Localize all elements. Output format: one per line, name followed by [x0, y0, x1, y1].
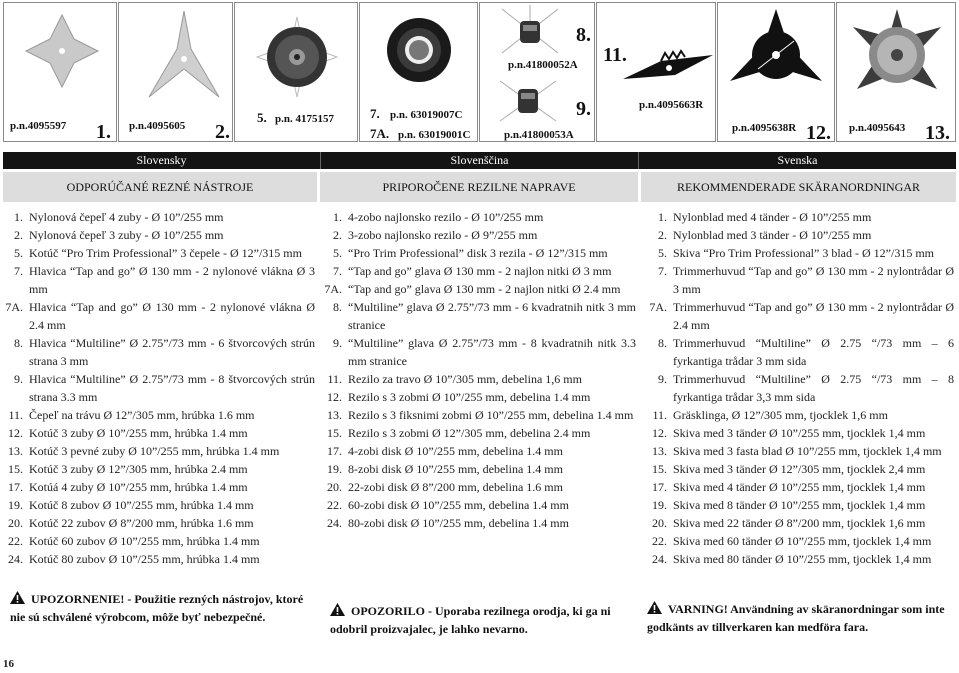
- item-text: Kotúč 3 zuby Ø 12”/305 mm, hrúbka 2.4 mm: [29, 462, 248, 476]
- item-text: Hlavica “Tap and go” Ø 130 mm - 2 nylonové vlákna Ø 2.4 mm: [29, 300, 315, 332]
- item-number: 7.: [14, 264, 23, 278]
- item-number: 24.: [8, 552, 23, 566]
- list-item: [320, 460, 638, 478]
- list-item: [3, 334, 317, 370]
- warning-slovak: [10, 590, 315, 626]
- part-number: p.n. 63019001C: [398, 129, 471, 141]
- item-text: Skiva med 60 tänder Ø 10”/255 mm, tjocklek 1,4 mm: [673, 534, 932, 548]
- list-item: [3, 208, 317, 226]
- item-text: Trimmerhuvud “Multiline” Ø 2.75 “/73 mm – 6 fyrkantiga trådar 3 mm sida: [673, 336, 954, 368]
- list-item: [320, 298, 638, 334]
- language-swedish: Svenska: [777, 153, 818, 167]
- item-text: 4-zobo najlonsko rezilo - Ø 10”/255 mm: [348, 210, 544, 224]
- part-number: p.n.4095663R: [639, 99, 704, 111]
- item-number: 7.: [370, 106, 380, 121]
- list-item: [641, 424, 956, 442]
- item-text: Kotúč 3 zuby Ø 10”/255 mm, hrúbka 1.4 mm: [29, 426, 248, 440]
- list-item: [641, 208, 956, 226]
- warning-text: VARNING! Användning av skäranordningar som inte godkänts av tillverkaren kan medföra fara.: [647, 602, 945, 634]
- item-text: Trimmerhuvud “Multiline” Ø 2.75 “/73 mm – 8 fyrkantiga trådar 3,3 mm sida: [673, 372, 954, 404]
- item-number: 13.: [652, 444, 667, 458]
- item-number: 9.: [14, 372, 23, 386]
- item-text: Rezilo za travo Ø 10”/305 mm, debelina 1,6 mm: [348, 372, 582, 386]
- list-item: [641, 370, 956, 406]
- item-text: Kotúč 80 zubov Ø 10”/255 mm, hrúbka 1.4 mm: [29, 552, 260, 566]
- item-number: 12.: [327, 390, 342, 404]
- part-number: p.n.41800052A: [508, 59, 578, 71]
- list-item: [3, 550, 317, 568]
- item-number: 13.: [8, 444, 23, 458]
- column-swedish: [641, 172, 956, 642]
- list-item: [641, 226, 956, 244]
- list-item: [3, 262, 317, 298]
- list-item: [320, 226, 638, 244]
- item-number: 11.: [603, 44, 627, 66]
- item-text: 22-zobi disk Ø 8”/200 mm, debelina 1.6 mm: [348, 480, 563, 494]
- item-number: 19.: [652, 498, 667, 512]
- product-11: [596, 2, 716, 142]
- item-number: 22.: [8, 534, 23, 548]
- column-title: REKOMMENDERADE SKÄRANORDNINGAR: [641, 172, 956, 202]
- item-text: “Multiline” glava Ø 2.75”/73 mm - 6 kvadratnih nitk 3 mm stranice: [348, 300, 636, 332]
- item-number: 13.: [327, 408, 342, 422]
- item-text: Skiva med 3 fasta blad Ø 10”/255 mm, tjocklek 1,4 mm: [673, 444, 942, 458]
- item-text: Skiva med 8 tänder Ø 10”/255 mm, tjocklek 1,4 mm: [673, 498, 926, 512]
- item-number: 20.: [327, 480, 342, 494]
- item-text: “Tap and go” glava Ø 130 mm - 2 najlon nitki Ø 2.4 mm: [348, 282, 621, 296]
- list-item: [641, 460, 956, 478]
- language-slovenian: Slovenščina: [321, 152, 639, 169]
- list-item: [3, 424, 317, 442]
- list-item: [3, 514, 317, 532]
- item-text: Skiva med 22 tänder Ø 8”/200 mm, tjocklek 1,6 mm: [673, 516, 926, 530]
- item-text: Nylonová čepeľ 3 zuby - Ø 10”/255 mm: [29, 228, 224, 242]
- item-number: 13.: [925, 122, 950, 142]
- item-text: Kotúč 3 pevné zuby Ø 10”/255 mm, hrúbka 1.4 mm: [29, 444, 280, 458]
- product-13: [836, 2, 956, 142]
- tap-and-go-head-image: [384, 15, 454, 85]
- item-number: 15.: [8, 462, 23, 476]
- item-text: Čepeľ na trávu Ø 12”/305 mm, hrúbka 1.6 mm: [29, 408, 255, 422]
- pro-trim-disk-image: [255, 15, 339, 99]
- list-item: [641, 298, 956, 334]
- part-number: p.n.41800053A: [504, 129, 574, 141]
- multiline-head-8-image: [500, 5, 560, 57]
- item-number: 8.: [658, 336, 667, 350]
- column-title: ODPORÚČANÉ REZNÉ NÁSTROJE: [3, 172, 317, 202]
- item-number: 24.: [327, 516, 342, 530]
- product-5: [234, 2, 358, 142]
- multiline-head-9-image: [498, 75, 558, 127]
- item-number: 15.: [327, 426, 342, 440]
- list-item: [3, 226, 317, 244]
- list-item: [320, 280, 638, 298]
- three-tooth-disk-image: [728, 7, 824, 103]
- warning-swedish: [647, 600, 952, 636]
- item-number: 24.: [652, 552, 667, 566]
- item-number: 9.: [658, 372, 667, 386]
- item-number: 9.: [576, 98, 591, 120]
- part-number: p.n.4095643: [849, 122, 906, 134]
- list-item: [641, 406, 956, 424]
- product-image-row: [3, 2, 956, 142]
- item-text: Trimmerhuvud “Tap and go” Ø 130 mm - 2 nylontrådar Ø 2.4 mm: [673, 300, 954, 332]
- item-number: 11.: [652, 408, 667, 422]
- language-slovak: Slovensky: [3, 152, 321, 169]
- list-item: [641, 550, 956, 568]
- item-text: Skiva “Pro Trim Professional” 3 blad - Ø 12”/315 mm: [673, 246, 934, 260]
- list-item: [3, 244, 317, 262]
- list-item: [3, 370, 317, 406]
- part-number: p.n.4095597: [10, 120, 67, 132]
- list-item: [320, 514, 638, 532]
- item-number: 17.: [8, 480, 23, 494]
- item-number: 1.: [333, 210, 342, 224]
- list-item: [320, 262, 638, 280]
- item-number: 22.: [327, 498, 342, 512]
- item-number: 1.: [96, 121, 111, 142]
- item-number: 17.: [652, 480, 667, 494]
- item-number: 7A.: [370, 126, 390, 141]
- item-text: 8-zobi disk Ø 10”/255 mm, debelina 1.4 mm: [348, 462, 563, 476]
- item-text: Kotúč 60 zubov Ø 10”/255 mm, hrúbka 1.4 mm: [29, 534, 260, 548]
- item-number: 20.: [8, 516, 23, 530]
- list-item: [641, 496, 956, 514]
- item-number: 2.: [333, 228, 342, 242]
- list-item: [641, 478, 956, 496]
- list-item: [3, 460, 317, 478]
- page-number: 16: [3, 658, 14, 670]
- list-item: [641, 532, 956, 550]
- item-text: Rezilo s 3 fiksnimi zobmi Ø 10”/255 mm, debelina 1.4 mm: [348, 408, 634, 422]
- warning-slovenian: [330, 602, 635, 638]
- item-number: 19.: [8, 498, 23, 512]
- item-number: 11.: [327, 372, 342, 386]
- item-text: “Tap and go” glava Ø 130 mm - 2 najlon nitki Ø 3 mm: [348, 264, 612, 278]
- item-number: 2.: [215, 121, 230, 142]
- product-1: [3, 2, 117, 142]
- part-number: p.n.4095638R: [732, 122, 797, 134]
- item-text: Kotúč “Pro Trim Professional” 3 čepele - Ø 12”/315 mm: [29, 246, 302, 260]
- list-item: [320, 424, 638, 442]
- item-number: 7A.: [324, 282, 342, 296]
- list-item: [3, 496, 317, 514]
- part-number: p.n. 4175157: [275, 113, 334, 125]
- item-number: 7A.: [5, 300, 23, 314]
- product-12: [717, 2, 835, 142]
- column-title: PRIPOROČENE REZILNE NAPRAVE: [320, 172, 638, 202]
- warning-icon: [647, 601, 662, 614]
- item-text: 3-zobo najlonsko rezilo - Ø 9”/255 mm: [348, 228, 538, 242]
- item-text: “Pro Trim Professional” disk 3 rezila - Ø 12”/315 mm: [348, 246, 608, 260]
- part-number: p.n.4095605: [129, 120, 186, 132]
- item-text: Skiva med 3 tänder Ø 12”/305 mm, tjocklek 2,4 mm: [673, 462, 926, 476]
- item-text: Hlavica “Multiline” Ø 2.75”/73 mm - 8 štvorcových strún strana 3.3 mm: [29, 372, 315, 404]
- item-number: 2.: [14, 228, 23, 242]
- item-text: Rezilo s 3 zobmi Ø 10”/255 mm, debelina 1.4 mm: [348, 390, 591, 404]
- list-item: [320, 406, 638, 424]
- list-item: [320, 334, 638, 370]
- item-number: 8.: [576, 24, 591, 46]
- item-number: 19.: [327, 462, 342, 476]
- item-number: 20.: [652, 516, 667, 530]
- item-text: Hlavica “Tap and go” Ø 130 mm - 2 nylonové vlákna Ø 3 mm: [29, 264, 315, 296]
- list-item: [320, 208, 638, 226]
- item-number: 8.: [14, 336, 23, 350]
- item-number: 1.: [658, 210, 667, 224]
- item-number: 15.: [652, 462, 667, 476]
- list-item: [3, 298, 317, 334]
- list-item: [320, 370, 638, 388]
- item-number: 7A.: [649, 300, 667, 314]
- list-item: [641, 514, 956, 532]
- item-text: Kotúč 8 zubov Ø 10”/255 mm, hrúbka 1.4 mm: [29, 498, 254, 512]
- list-item: [3, 478, 317, 496]
- item-number: 11.: [8, 408, 23, 422]
- product-2: [118, 2, 233, 142]
- item-text: Hlavica “Multiline” Ø 2.75”/73 mm - 6 štvorcových strún strana 3 mm: [29, 336, 315, 368]
- product-8-9: [479, 2, 595, 142]
- list-item: [320, 244, 638, 262]
- item-text: Nylonblad med 4 tänder - Ø 10”/255 mm: [673, 210, 872, 224]
- item-number: 22.: [652, 534, 667, 548]
- column-slovak: [3, 172, 317, 642]
- item-number: 1.: [14, 210, 23, 224]
- three-fixed-tooth-disk-image: [849, 7, 945, 103]
- language-header-bar: [3, 152, 956, 169]
- warning-icon: [10, 591, 25, 604]
- product-7: [359, 2, 478, 142]
- item-text: Nylonblad med 3 tänder - Ø 10”/255 mm: [673, 228, 872, 242]
- item-text: Skiva med 3 tänder Ø 10”/255 mm, tjocklek 1,4 mm: [673, 426, 926, 440]
- four-tooth-nylon-blade-image: [22, 11, 102, 91]
- column-slovenian: [320, 172, 638, 642]
- item-text: 4-zobi disk Ø 10”/255 mm, debelina 1.4 mm: [348, 444, 563, 458]
- list-item: [641, 244, 956, 262]
- item-number: 7.: [658, 264, 667, 278]
- list-item: [320, 496, 638, 514]
- list-item: [641, 262, 956, 298]
- list-item: [3, 442, 317, 460]
- item-number: 2.: [658, 228, 667, 242]
- item-text: Skiva med 80 tänder Ø 10”/255 mm, tjocklek 1,4 mm: [673, 552, 932, 566]
- item-list: [641, 208, 956, 568]
- item-number: 5.: [333, 246, 342, 260]
- warning-icon: [330, 603, 345, 616]
- item-number: 5.: [658, 246, 667, 260]
- warning-text: OPOZORILO - Uporaba rezilnega orodja, ki ga ni odobril proizvajalec, je lahko nevarno.: [330, 604, 611, 636]
- item-text: Skiva med 4 tänder Ø 10”/255 mm, tjocklek 1,4 mm: [673, 480, 926, 494]
- item-number: 8.: [333, 300, 342, 314]
- item-text: “Multiline” glava Ø 2.75”/73 mm - 8 kvadratnih nitk 3.3 mm stranice: [348, 336, 636, 368]
- grass-blade-image: [621, 49, 715, 89]
- list-item: [641, 334, 956, 370]
- item-list: [3, 208, 317, 568]
- list-item: [320, 388, 638, 406]
- item-text: 80-zobi disk Ø 10”/255 mm, debelina 1.4 mm: [348, 516, 569, 530]
- item-number: 17.: [327, 444, 342, 458]
- list-item: [320, 478, 638, 496]
- item-number: 12.: [806, 122, 831, 142]
- item-text: Kotúá 4 zuby Ø 10”/255 mm, hrúbka 1.4 mm: [29, 480, 248, 494]
- item-list: [320, 208, 638, 532]
- item-number: 7.: [333, 264, 342, 278]
- list-item: [320, 442, 638, 460]
- item-number: 12.: [652, 426, 667, 440]
- list-item: [3, 532, 317, 550]
- item-text: Gräsklinga, Ø 12”/305 mm, tjocklek 1,6 mm: [673, 408, 888, 422]
- item-text: Nylonová čepeľ 4 zuby - Ø 10”/255 mm: [29, 210, 224, 224]
- list-item: [641, 442, 956, 460]
- item-text: Rezilo s 3 zobmi Ø 12”/305 mm, debelina 2.4 mm: [348, 426, 591, 440]
- item-text: 60-zobi disk Ø 10”/255 mm, debelina 1.4 mm: [348, 498, 569, 512]
- item-text: Kotúč 22 zubov Ø 8”/200 mm, hrúbka 1.6 mm: [29, 516, 254, 530]
- item-number: 5.: [257, 110, 267, 125]
- item-text: Trimmerhuvud “Tap and go” Ø 130 mm - 2 nylontrådar Ø 3 mm: [673, 264, 954, 296]
- item-number: 12.: [8, 426, 23, 440]
- warning-text: UPOZORNENIE! - Použitie rezných nástrojov, ktoré nie sú schválené výrobcom, môže byť nebezpečné.: [10, 592, 304, 624]
- list-item: [3, 406, 317, 424]
- part-number: p.n. 63019007C: [390, 109, 463, 121]
- item-number: 9.: [333, 336, 342, 350]
- item-number: 5.: [14, 246, 23, 260]
- three-tooth-nylon-blade-image: [147, 9, 221, 109]
